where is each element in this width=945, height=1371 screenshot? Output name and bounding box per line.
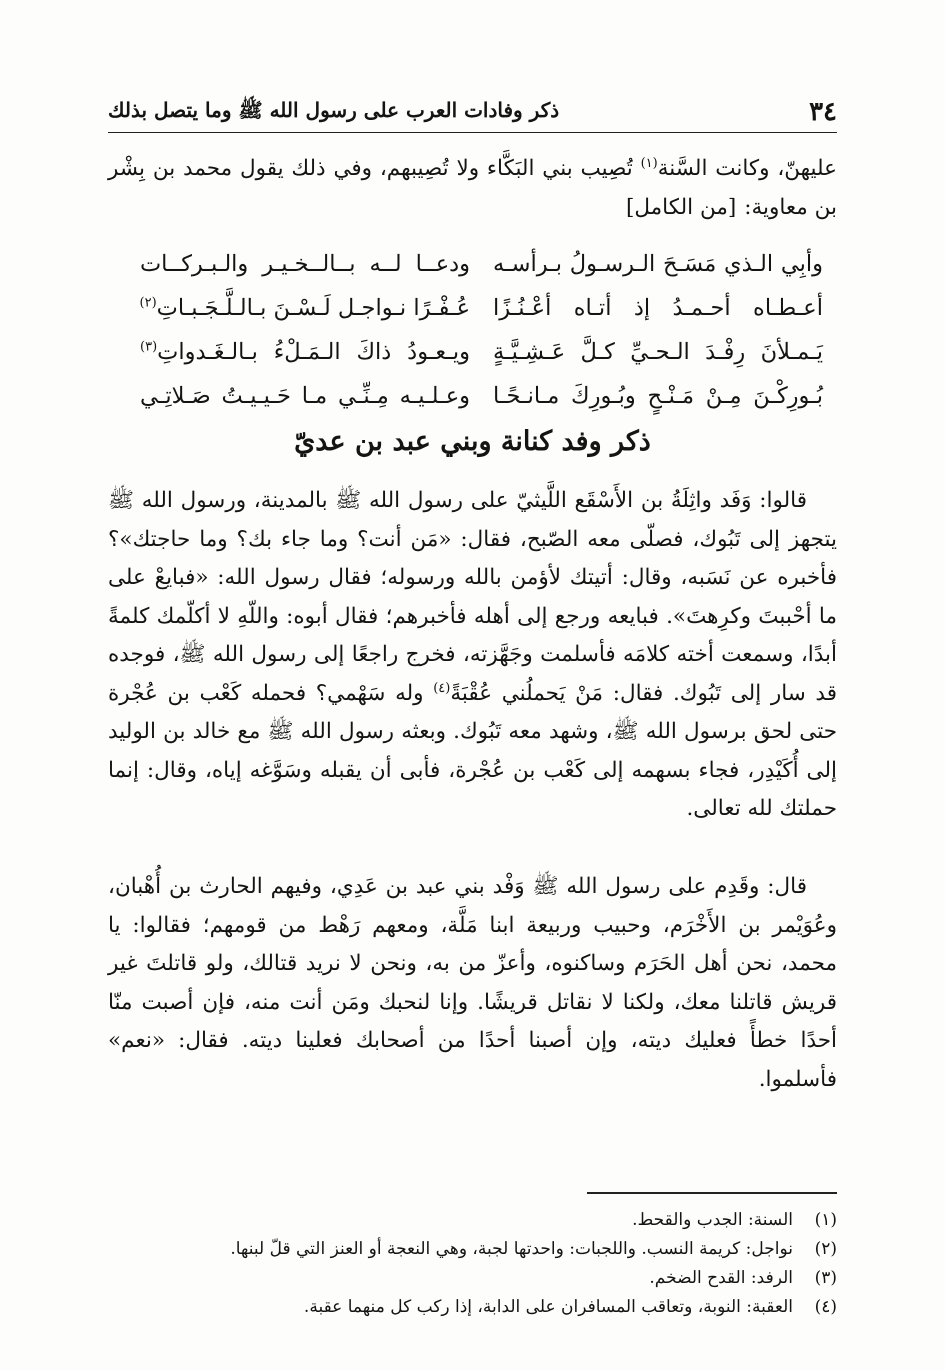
footnote-ref-4: (٤)	[433, 680, 451, 696]
poem-hemistich-left	[140, 339, 470, 365]
running-title: ذكر وفادات العرب على رسول الله ﷺ وما يتصل بذلك	[108, 97, 560, 122]
poem-hemistich-left	[140, 295, 470, 321]
poem-hemistich-right: بُـورِكْـنَ مِـنْ مَـنْـحٍ وبُـورِكَ مـانـحًـا	[493, 383, 823, 409]
footnote-text: الرفد: القدح الضخم.	[649, 1267, 793, 1288]
footnote-number: (٤)	[814, 1296, 837, 1317]
poem-hemistich-left	[140, 251, 470, 277]
footnote-text: السنة: الجدب والقحط.	[632, 1209, 793, 1230]
hemistich-text: ودعــا لــه بــالــخـيـر والـبـركــات	[140, 251, 470, 277]
paragraph-2	[108, 482, 837, 829]
poem-line	[140, 242, 823, 286]
footnote-number: (٢)	[814, 1238, 837, 1259]
section-heading: ذكر وفد كنانة وبني عبد بن عديّ	[294, 426, 651, 457]
footnote	[108, 1263, 837, 1292]
footnote-text: العقبة: النوبة، وتعاقب المسافران على الدابة، إذا ركب كل منهما عقبة.	[303, 1296, 793, 1317]
paragraph-2-text-b: وله سَهْمي؟ فحمله كَعْب بن عُجْرة حتى لحق برسول الله ﷺ، وشهد معه تَبُوك. وبعثه رسول الله ﷺ مع خالد بن الوليد إلى أُكَيْدِر، فجاء بسهمه إلى كَعْب بن عُجْرة، فأبى أن يقبله وسَوَّغه إياه، وقال: إنما حملتك لله تعالى.	[108, 680, 837, 821]
footnotes	[108, 1205, 837, 1321]
poem-hemistich-right: أعـطـاه أحـمـدُ إذ أتـاه أعْـنُـزًا	[493, 295, 823, 321]
paragraph-1	[108, 150, 837, 227]
footnote-divider	[587, 1192, 837, 1194]
poetic-meter: [من الكامل]	[625, 194, 737, 220]
footnote-ref-1: (١)	[640, 155, 658, 171]
poem-line	[140, 374, 823, 418]
hemistich-text: ويـعـودُ ذاكَ الـمَـلْءُ بـالـغَـدواتِ	[157, 339, 470, 365]
poem-hemistich-left	[140, 383, 470, 409]
paragraph-1-text-b: تُصِيب بني البَكَّاء ولا تُصِيبهم، وفي ذلك يقول محمد بن بِشْر بن معاوية:	[108, 156, 837, 220]
footnote	[108, 1292, 837, 1321]
poem-hemistich-right: وأبِي الـذي مَسَـحَ الـرسـولُ بـرأسـه	[493, 251, 823, 277]
hemistich-text: وعـلـيـه مِـنِّـي مـا حَـيـيـتُ صَـلاتِـي	[140, 383, 470, 409]
footnote-number: (٣)	[814, 1267, 837, 1288]
poem-hemistich-right: يَـمـلأنَ رِفْـدَ الـحـيِّ كـلَّ عَـشِـيَّـةٍ	[493, 339, 823, 365]
paragraph-1-text-a: عليهنّ، وكانت السَّنة	[657, 156, 837, 181]
poem-line	[140, 330, 823, 374]
paragraph-3: قال: وقَدِم على رسول الله ﷺ وَفْد بني عبد بن عَدِي، وفيهم الحارث بن أُهْبان، وعُوَيْمر بن الأَخْرَم، وحبيب وربيعة ابنا مَلَّة، ومعهم رَهْط من قومهم؛ فقالوا: يا محمد، نحن أهل الحَرَم وساكنوه، وأعزّ من به، ونحن لا نريد قتالك، ولو قاتلتَ غير قريش قاتلنا معك، ولكنا لا نقاتل قريشًا. وإنا لنحبك ومَن أنت منه، فإن أصبت منّا أحدًا خطأً فعليك ديته، وإن أصبنا أحدًا من أصحابك فعلينا ديته. فقال: «نعم» فأسلموا.	[108, 874, 837, 1092]
page-number: ٣٤	[809, 97, 837, 127]
poem	[140, 242, 823, 418]
hemistich-text: عُـفْـرًا نـواجـل لَـسْـنَ بـالـلَّـجَـبـاتِ	[156, 295, 470, 321]
footnote-ref-3: (٣)	[140, 339, 158, 355]
footnote	[108, 1205, 837, 1234]
poem-line	[140, 286, 823, 330]
footnote	[108, 1234, 837, 1263]
footnote-text: نواجل: كريمة النسب. واللجبات: واحدتها لجبة، وهي النعجة أو العنز التي قلّ لبنها.	[230, 1238, 793, 1259]
footnote-number: (١)	[814, 1209, 837, 1230]
paragraph-2-text-a: قالوا: وَفَد واثِلَةُ بن الأَسْقَع اللَّيثيّ على رسول الله ﷺ بالمدينة، ورسول الله ﷺ يتجهز إلى تَبُوك، فصلّى معه الصّبح، فقال: «مَن أنت؟ وما جاء بك؟ وما حاجتك»؟ فأخبره عن نَسَبه، وقال: أتيتك لأؤمن بالله ورسوله؛ فقال رسول الله: «فبايعْ على ما أحْببتَ وكرِهتَ». فبايعه ورجع إلى أهله فأخبرهم؛ فقال أبوه: واللّهِ لا أكلّمك كلمةً أبدًا، وسمعت أخته كلامَه فأسلمت وجَهَّزته، فخرج راجعًا إلى رسول الله ﷺ، فوجده قد سار إلى تَبُوك. فقال: مَنْ يَحملُني عُقْبَةً	[108, 488, 837, 706]
footnote-ref-2: (٢)	[139, 295, 157, 311]
page-header	[108, 92, 837, 133]
